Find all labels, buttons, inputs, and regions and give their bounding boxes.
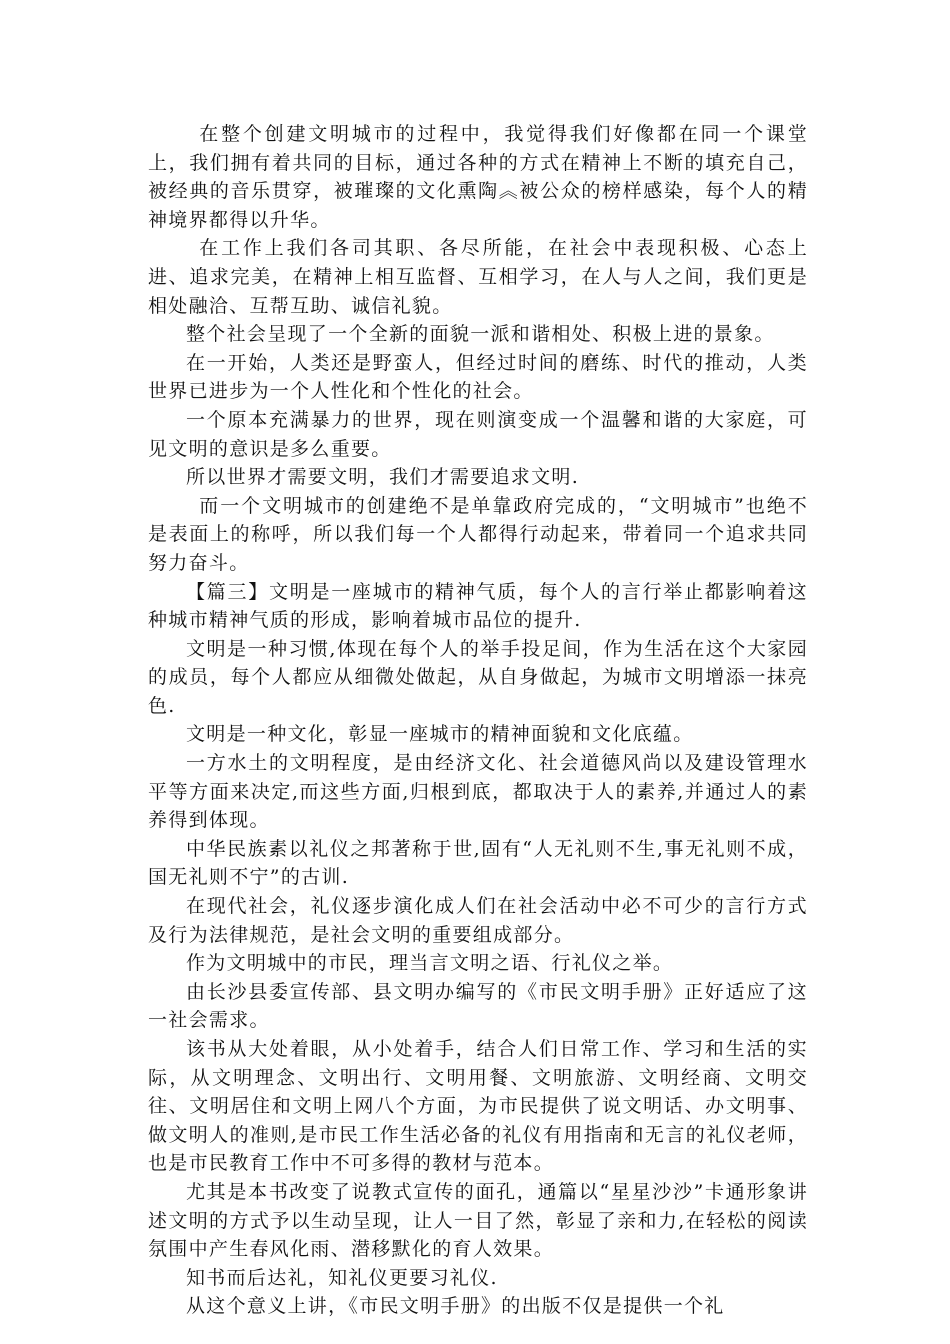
paragraph-11: 一方水土的文明程度，是由经济文化、社会道德风尚以及建设管理水平等方面来决定,而这些方面,归根到底，都取决于人的素养,并通过人的素养得到体现。 — [148, 752, 808, 832]
paragraph-14: 作为文明城中的市民，理当言文明之语、行礼仪之举。 — [186, 952, 674, 975]
paragraph-7: 而一个文明城市的创建绝不是单靠政府完成的，“文明城市”也绝不是表面上的称呼，所以我们每一个人都得行动起来，带着同一个追求共同努力奋斗。 — [148, 494, 808, 574]
paragraph-8: 【篇三】文明是一座城市的精神气质，每个人的言行举止都影响着这种城市精神气质的形成，影响着城市品位的提升. — [148, 580, 808, 632]
paragraph-10: 文明是一种文化，彰显一座城市的精神面貌和文化底蕴。 — [186, 723, 694, 746]
paragraph-6: 所以世界才需要文明，我们才需要追求文明. — [186, 466, 580, 489]
paragraph-2: 在工作上我们各司其职、各尽所能，在社会中表现积极、心态上进、追求完美，在精神上相互监督、互相学习，在人与人之间，我们更是相处融洽、互帮互助、诚信礼貌。 — [148, 237, 808, 317]
paragraph-15: 由长沙县委宣传部、县文明办编写的《市民文明手册》正好适应了这一社会需求。 — [148, 980, 808, 1032]
paragraph-4: 在一开始，人类还是野蛮人，但经过时间的磨练、时代的推动，人类世界已进步为一个人性化和个性化的社会。 — [148, 351, 808, 403]
paragraph-18: 知书而后达礼，知礼仪更要习礼仪. — [186, 1266, 498, 1289]
paragraph-12: 中华民族素以礼仪之邦著称于世,固有“人无礼则不生,事无礼则不成，国无礼则不宁”的古训. — [148, 837, 808, 889]
paragraph-9: 文明是一种习惯,体现在每个人的举手投足间，作为生活在这个大家园的成员，每个人都应从细微处做起，从自身做起，为城市文明增添一抹亮色. — [148, 637, 808, 717]
paragraph-1: 在整个创建文明城市的过程中，我觉得我们好像都在同一个课堂上，我们拥有着共同的目标，通过各种的方式在精神上不断的填充自己，被经典的音乐贯穿，被璀璨的文化熏陶︽被公众的榜样感染，每个人的精神境界都得以升华。 — [148, 123, 808, 231]
document-body — [148, 120, 808, 1321]
paragraph-5: 一个原本充满暴力的世界，现在则演变成一个温馨和谐的大家庭，可见文明的意识是多么重要。 — [148, 408, 808, 460]
paragraph-17: 尤其是本书改变了说教式宣传的面孔，通篇以“星星沙沙”卡通形象讲述文明的方式予以生动呈现，让人一目了然，彰显了亲和力,在轻松的阅读氛围中产生春风化雨、潜移默化的育人效果。 — [148, 1180, 808, 1261]
paragraph-3: 整个社会呈现了一个全新的面貌一派和谐相处、积极上进的景象。 — [186, 323, 775, 346]
paragraph-19: 从这个意义上讲，《市民文明手册》的出版不仅是提供一个礼 — [186, 1295, 725, 1318]
paragraph-16: 该书从大处着眼，从小处着手，结合人们日常工作、学习和生活的实际，从文明理念、文明出行、文明用餐、文明旅游、文明经商、文明交往、文明居住和文明上网八个方面，为市民提供了说文明话、办文明事、做文明人的准则,是市民工作生活必备的礼仪有用指南和无言的礼仪老师，也是市民教育工作中不可多得的教材与范本。 — [148, 1038, 808, 1175]
paragraph-13: 在现代社会，礼仪逐步演化成人们在社会活动中必不可少的言行方式及行为法律规范，是社会文明的重要组成部分。 — [148, 895, 808, 946]
